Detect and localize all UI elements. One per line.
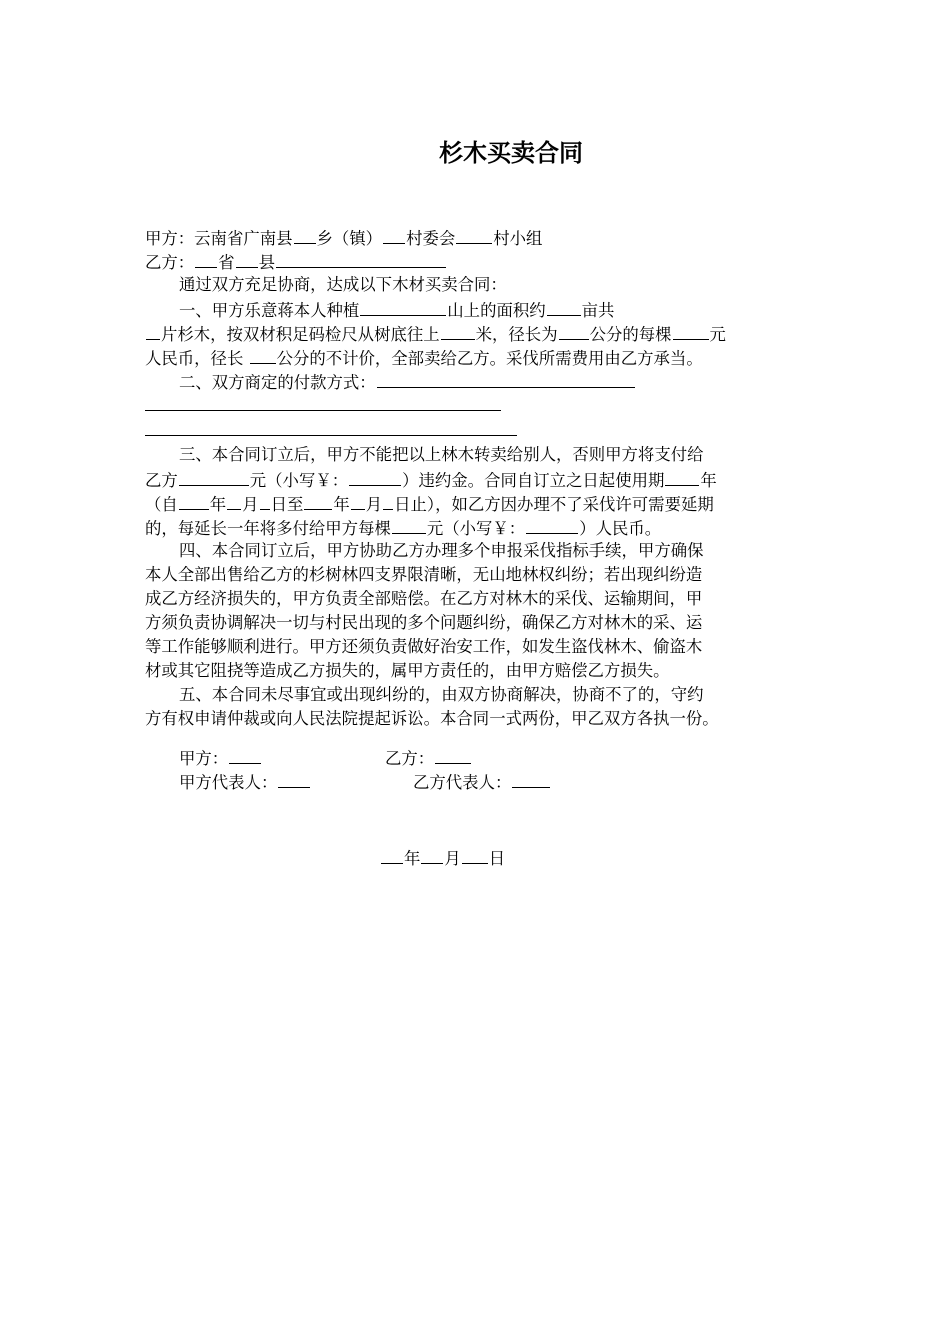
clause-1-line-3: [145, 345, 808, 369]
blank-field[interactable]: [665, 467, 699, 486]
clause-4-line-3: 成乙方经济损失的，甲方负责全部赔偿。在乙方对林木的采伐、运输期间，甲: [145, 589, 703, 608]
blank-field[interactable]: [304, 491, 332, 510]
blank-field[interactable]: [195, 249, 217, 268]
blank-line[interactable]: [145, 393, 501, 411]
blank-field[interactable]: [278, 769, 310, 788]
contract-body: [145, 225, 808, 793]
blank-field[interactable]: [360, 297, 446, 316]
clause-4-line-2: 本人全部出售给乙方的杉树林四支界限清晰，无山地林权纠纷；若出现纠纷造: [145, 565, 703, 584]
clause-5-line-2: 方有权申请仲裁或向人民法院提起诉讼。本合同一式两份，甲乙双方各执一份。: [145, 709, 719, 728]
text: 村委会: [406, 229, 456, 248]
blank-field[interactable]: [512, 769, 550, 788]
blank-field[interactable]: [294, 225, 316, 244]
blank-field[interactable]: [673, 321, 709, 340]
party-b-label: 乙方：: [145, 253, 195, 272]
blank-field[interactable]: [441, 321, 475, 340]
blank-field[interactable]: [351, 491, 365, 510]
blank-field[interactable]: [179, 491, 209, 510]
blank-field[interactable]: [146, 321, 160, 340]
blank-field[interactable]: [559, 321, 589, 340]
text: 年: [404, 849, 421, 868]
signing-date: [380, 845, 505, 869]
text: （自: [145, 495, 178, 514]
party-b-rep-signature: [413, 769, 551, 795]
clause-1-line-2: [145, 321, 808, 345]
blank-field[interactable]: [547, 297, 581, 316]
text: 山上的面积约: [447, 301, 546, 320]
blank-field[interactable]: [250, 345, 276, 364]
party-b-signature: [385, 745, 472, 771]
blank-field[interactable]: [526, 515, 578, 534]
text: 乡（镇）: [316, 229, 383, 248]
intro-line: 通过双方充足协商，达成以下木材买卖合同：: [179, 275, 507, 294]
text: 乙方代表人：: [413, 773, 512, 792]
text: ）人民币。: [579, 519, 662, 538]
blank-field[interactable]: [276, 249, 446, 268]
clause-3-line-4: [145, 515, 808, 539]
party-a-label: 甲方：云南省广南县: [145, 229, 293, 248]
text: 月: [444, 849, 461, 868]
text: 乙方：: [385, 749, 435, 768]
clause-2-line: [145, 369, 808, 393]
blank-field[interactable]: [236, 249, 258, 268]
blank-field[interactable]: [227, 491, 241, 510]
text: 月: [365, 495, 383, 514]
clause-4-line-1: 四、本合同订立后，甲方协助乙方办理多个申报采伐指标手续，甲方确保: [179, 541, 704, 560]
text: 年: [333, 495, 350, 514]
text: 一、甲方乐意蒋本人种植: [179, 301, 360, 320]
blank-field[interactable]: [179, 467, 249, 486]
text: 日至: [270, 495, 304, 514]
text: 元（小写￥：: [426, 519, 526, 538]
clause-4-line-4: 方须负责协调解决一切与村民出现的多个问题纠纷，确保乙方对林木的采、运: [145, 613, 703, 632]
clause-3-line-1: 三、本合同订立后，甲方不能把以上林木转卖给别人，否则甲方将支付给: [179, 445, 704, 464]
text: 月: [242, 495, 259, 514]
blank-field[interactable]: [383, 225, 405, 244]
party-b-line: [145, 249, 808, 273]
text: 省: [218, 253, 235, 272]
clause-3-line-3: [145, 491, 808, 515]
text: 的，每延长一年将多付给甲方每棵: [145, 519, 391, 538]
document-title: 杉木买卖合同: [439, 139, 583, 167]
text: 二、双方商定的付款方式：: [179, 373, 376, 392]
text: 米，径长为: [475, 325, 558, 344]
text: 元（小写￥：: [249, 471, 349, 490]
text: 公分的不计价，全部卖给乙方。采伐所需费用由乙方承当。: [276, 349, 703, 368]
text: 甲方代表人：: [179, 773, 278, 792]
clause-5-line-1: 五、本合同未尽事宜或出现纠纷的，由双方协商解决，协商不了的，守约: [179, 685, 704, 704]
blank-field[interactable]: [381, 845, 403, 864]
text: 村小组: [493, 229, 543, 248]
text: 县: [258, 253, 275, 272]
text: 亩共: [581, 301, 615, 320]
text: 片杉木，按双材积足码检尺从树底往上: [161, 325, 440, 344]
text: 元: [709, 325, 726, 344]
text: 年: [209, 495, 227, 514]
blank-field[interactable]: [229, 745, 261, 764]
text: 人民币，径长: [145, 349, 249, 368]
blank-field[interactable]: [349, 467, 401, 486]
blank-line[interactable]: [145, 418, 517, 436]
spacer: [145, 731, 808, 745]
party-a-rep-signature: [179, 769, 311, 795]
text: 年: [700, 471, 717, 490]
blank-field[interactable]: [462, 845, 488, 864]
blank-field[interactable]: [435, 745, 471, 764]
text: 甲方：: [179, 749, 229, 768]
clause-1-line-1: [145, 297, 808, 321]
clause-4-line-5: 等工作能够顺利进行。甲方还须负责做好治安工作，如发生盗伐林木、偷盗木: [145, 637, 703, 656]
text: 公分的每棵: [589, 325, 672, 344]
signature-row-2: [145, 769, 808, 793]
signature-row-1: [145, 745, 808, 769]
payment-method-field[interactable]: [377, 369, 635, 388]
blank-field[interactable]: [421, 845, 443, 864]
blank-field[interactable]: [456, 225, 492, 244]
text: 乙方: [145, 471, 178, 490]
clause-3-line-2: [145, 467, 808, 491]
blank-field[interactable]: [392, 515, 426, 534]
text: 日: [488, 849, 506, 868]
blank-field[interactable]: [260, 491, 270, 510]
party-a-line: [145, 225, 808, 249]
party-a-signature: [179, 745, 262, 771]
text: ）违约金。合同自订立之日起使用期: [402, 471, 665, 490]
blank-field[interactable]: [383, 491, 393, 510]
text: 日止），如乙方因办理不了采伐许可需要延期: [394, 495, 714, 514]
clause-4-line-6: 材或其它阻挠等造成乙方损失的，属甲方责任的，由甲方赔偿乙方损失。: [145, 661, 670, 680]
